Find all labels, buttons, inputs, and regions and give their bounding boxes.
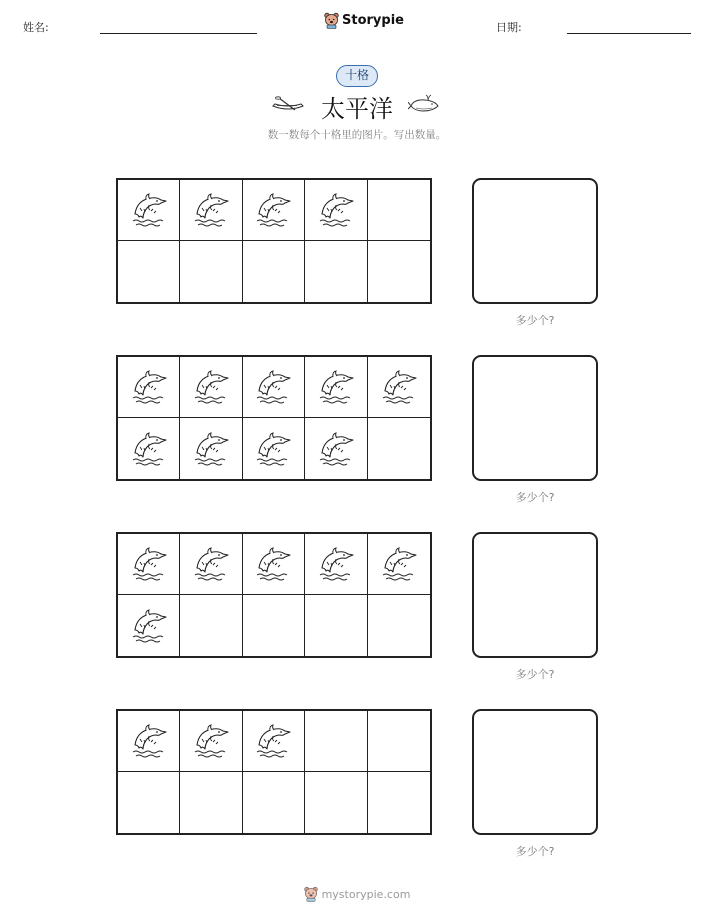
ten-frame-cell (243, 772, 305, 833)
dolphin-icon (253, 192, 293, 228)
answer-box[interactable] (472, 709, 598, 835)
name-line[interactable] (100, 33, 257, 34)
answer-box[interactable] (472, 178, 598, 304)
ten-frame-cell (180, 711, 242, 772)
name-label: 姓名: (23, 21, 49, 34)
dolphin-icon (129, 546, 169, 582)
ten-frame-cell (180, 772, 242, 833)
bear-mascot-icon (304, 886, 318, 902)
ten-frame-cell (243, 711, 305, 772)
ten-frame-cell (305, 180, 367, 241)
how-many-label: 多少个? (515, 668, 555, 681)
ten-frame-cell (118, 711, 180, 772)
ten-frame-cell (368, 534, 430, 595)
instructions: 数一数每个十格里的图片。写出数量。 (267, 129, 447, 141)
ten-frame-cell (180, 241, 242, 302)
dolphin-icon (253, 546, 293, 582)
ten-frame-cell (305, 534, 367, 595)
ten-frame-cell (180, 418, 242, 479)
ten-frame-cell (118, 595, 180, 656)
ten-frame-cell (180, 595, 242, 656)
dolphin-icon (129, 431, 169, 467)
dolphin-icon (253, 723, 293, 759)
ten-frame-cell (368, 357, 430, 418)
ten-frame-cell (118, 180, 180, 241)
dolphin-icon (191, 546, 231, 582)
date-label: 日期: (496, 21, 522, 34)
dolphin-icon (316, 546, 356, 582)
ten-frame-cell (305, 241, 367, 302)
ten-frame-cell (305, 418, 367, 479)
ten-frame-cell (243, 534, 305, 595)
ten-frame-cell (118, 241, 180, 302)
ten-frame-cell (243, 418, 305, 479)
bear-mascot-icon (324, 12, 339, 29)
ten-frame-cell (243, 357, 305, 418)
storypie-logo (324, 12, 404, 29)
how-many-label: 多少个? (515, 845, 555, 858)
ten-frame-cell (118, 418, 180, 479)
dolphin-icon (129, 608, 169, 644)
ten-frame-cell (305, 772, 367, 833)
dolphin-icon (129, 723, 169, 759)
how-many-label: 多少个? (515, 491, 555, 504)
ten-frame-cell (305, 595, 367, 656)
dolphin-icon (191, 192, 231, 228)
ten-frame-cell (368, 711, 430, 772)
dolphin-icon (316, 369, 356, 405)
ten-frame-cell (305, 357, 367, 418)
ten-frame (116, 355, 432, 481)
answer-box[interactable] (472, 355, 598, 481)
dolphin-icon (379, 369, 419, 405)
dolphin-icon (191, 431, 231, 467)
dolphin-icon (316, 431, 356, 467)
ten-frame (116, 532, 432, 658)
footer (0, 886, 714, 902)
ten-frame-cell (243, 241, 305, 302)
ten-frame-cell (305, 711, 367, 772)
footer-url: mystorypie.com (321, 887, 411, 901)
ten-frame-cell (180, 180, 242, 241)
ten-frame (116, 709, 432, 835)
ten-frame-cell (368, 595, 430, 656)
dolphin-icon (316, 192, 356, 228)
ten-frame-cell (243, 180, 305, 241)
ten-frame-cell (243, 595, 305, 656)
ten-frame-cell (368, 180, 430, 241)
date-line[interactable] (567, 33, 691, 34)
ten-frame-cell (118, 534, 180, 595)
ten-frame-cell (368, 241, 430, 302)
dolphin-icon (253, 431, 293, 467)
dolphin-icon (129, 369, 169, 405)
dolphin-icon (191, 723, 231, 759)
dolphin-icon (379, 546, 419, 582)
how-many-label: 多少个? (515, 314, 555, 327)
dolphin-icon (253, 369, 293, 405)
ten-frame-cell (368, 772, 430, 833)
ten-frame-cell (180, 534, 242, 595)
whale-icon (408, 94, 442, 116)
ten-frame-cell (118, 357, 180, 418)
ten-frame (116, 178, 432, 304)
ten-frame-cell (118, 772, 180, 833)
dolphin-icon (129, 192, 169, 228)
category-badge: 十格 (336, 65, 378, 87)
dolphin-icon (191, 369, 231, 405)
ten-frame-cell (180, 357, 242, 418)
ten-frame-cell (368, 418, 430, 479)
page-title: 太平洋 (321, 95, 393, 123)
logo-text: Storypie (342, 13, 404, 28)
answer-box[interactable] (472, 532, 598, 658)
